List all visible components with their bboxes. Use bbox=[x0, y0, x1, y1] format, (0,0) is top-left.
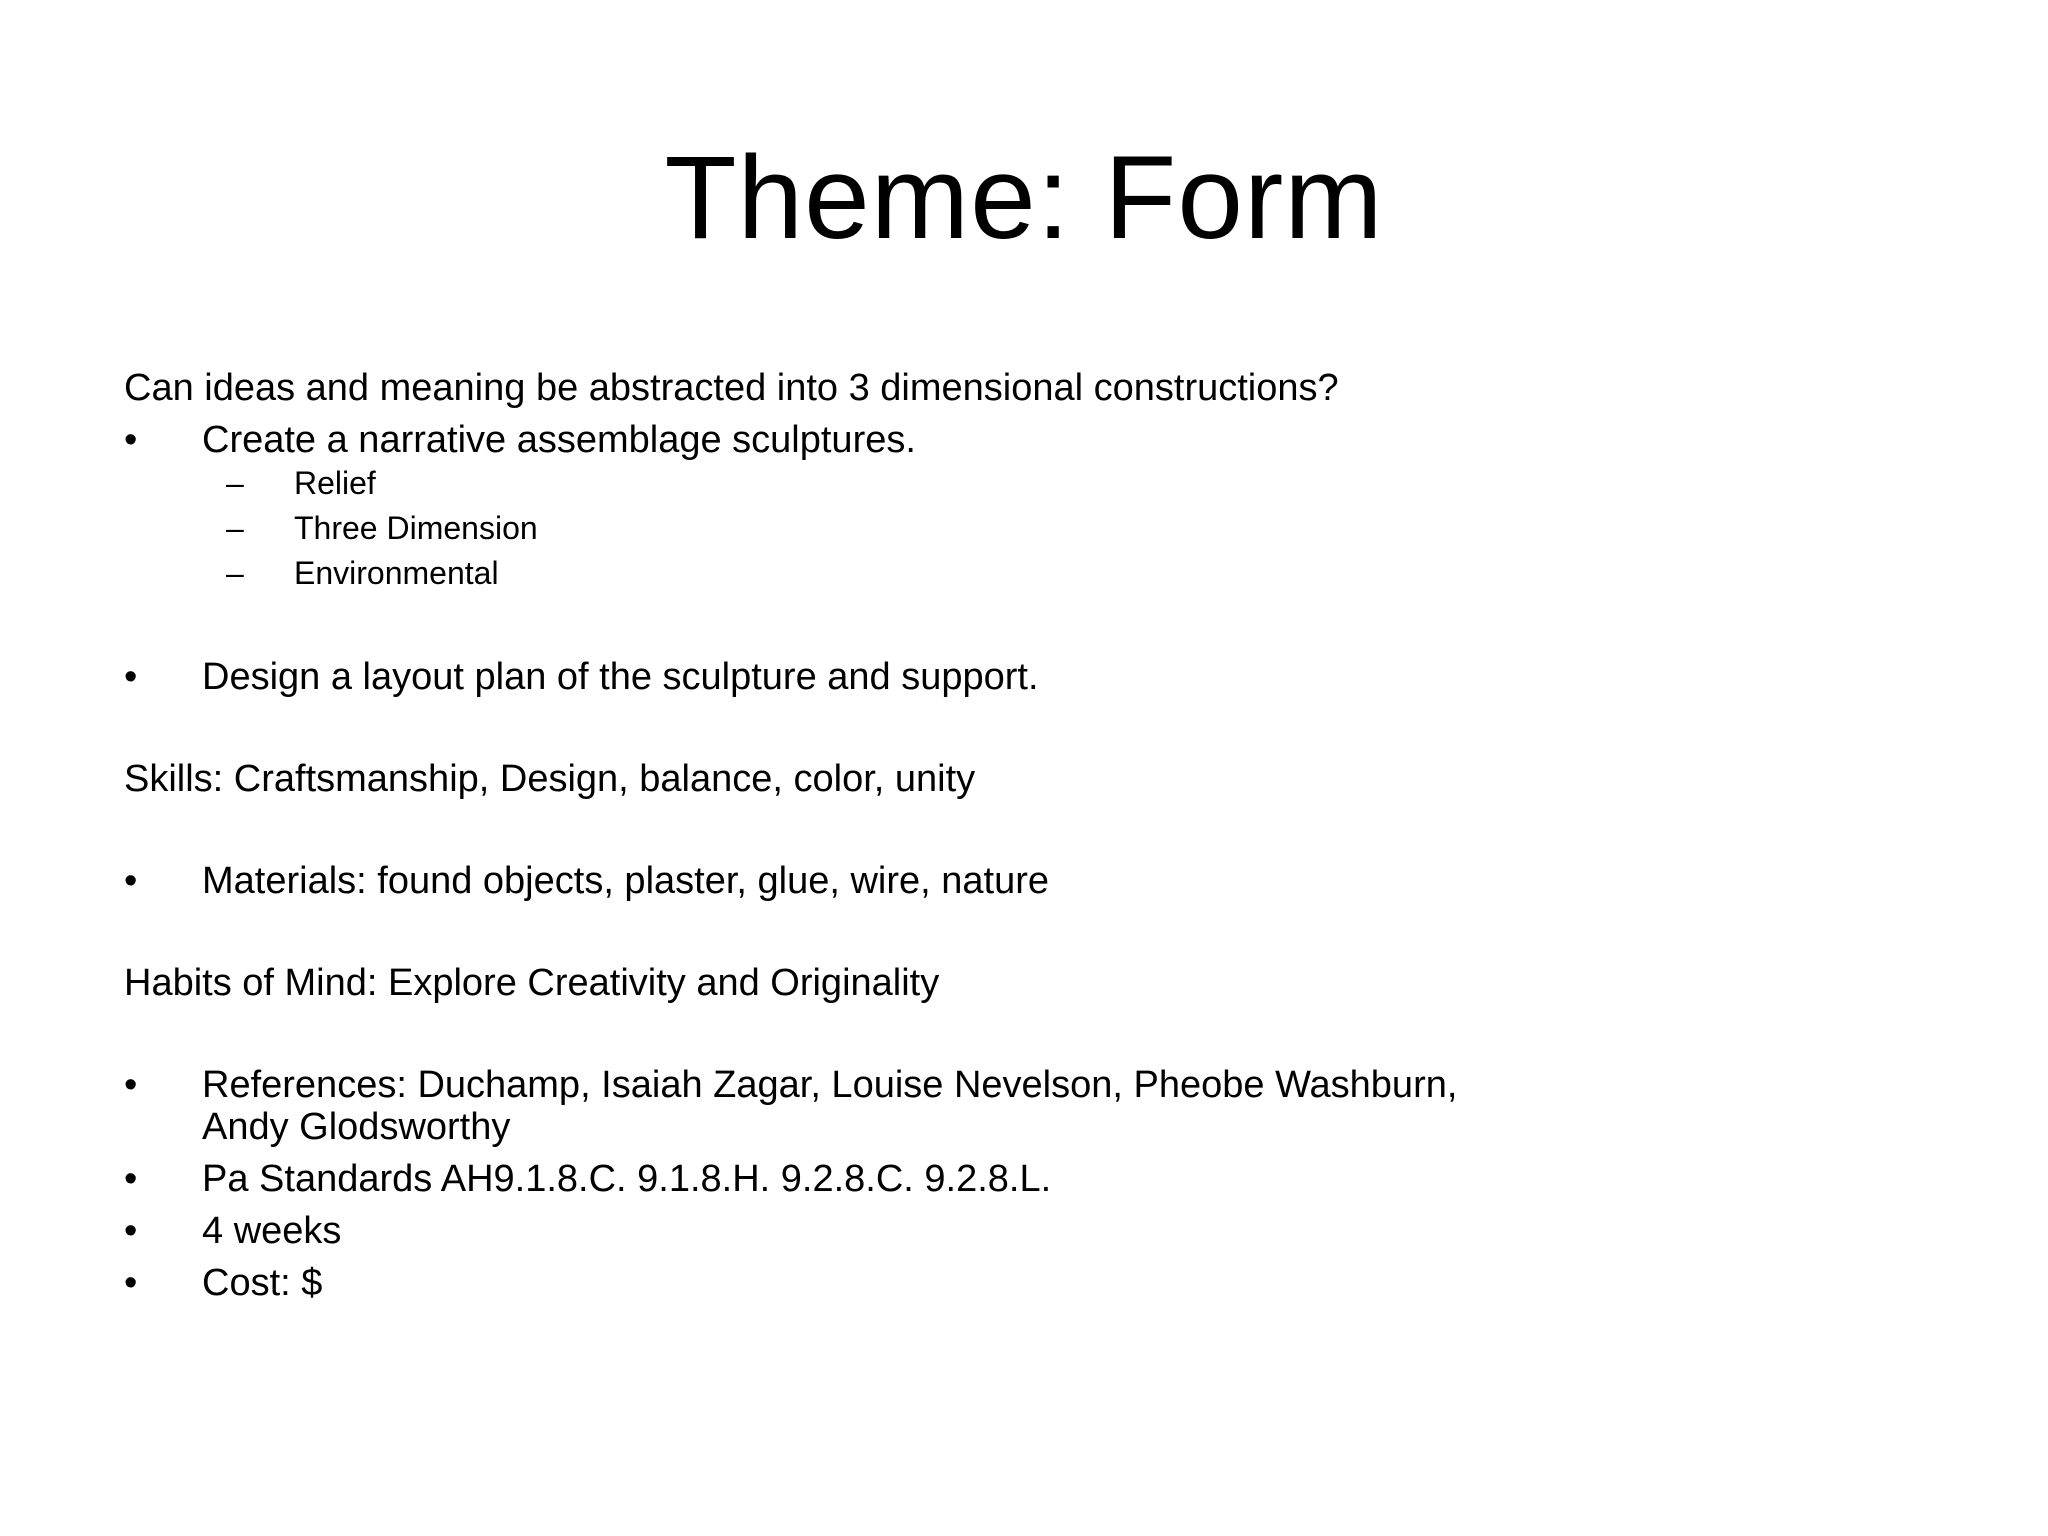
sub-item-three-dimension bbox=[124, 506, 1464, 551]
sub-item-text: Environmental bbox=[294, 555, 499, 591]
bullet-glyph: • bbox=[124, 1158, 138, 1200]
dash-glyph: – bbox=[226, 465, 244, 501]
sub-item-text: Three Dimension bbox=[294, 510, 538, 546]
slide-body bbox=[124, 367, 1464, 1304]
bullet-create bbox=[124, 419, 1464, 461]
bullet-materials-text: Materials: found objects, plaster, glue, wire, nature bbox=[202, 860, 1050, 902]
bullet-glyph: • bbox=[124, 1064, 138, 1106]
sub-item-text: Relief bbox=[294, 465, 376, 501]
bullet-references bbox=[124, 1064, 1464, 1148]
dash-glyph: – bbox=[226, 555, 244, 591]
bullet-cost-text: Cost: $ bbox=[202, 1262, 323, 1304]
bullet-glyph: • bbox=[124, 419, 138, 461]
bullet-design bbox=[124, 656, 1464, 698]
bullet-references-text: References: Duchamp, Isaiah Zagar, Louise Nevelson, Pheobe Washburn, Andy Glodsworthy bbox=[202, 1064, 1458, 1148]
bullet-glyph: • bbox=[124, 1210, 138, 1252]
sub-item-environmental bbox=[124, 551, 1464, 596]
bullet-create-text: Create a narrative assemblage sculptures. bbox=[202, 419, 916, 461]
bullet-duration-text: 4 weeks bbox=[202, 1210, 342, 1252]
bullet-glyph: • bbox=[124, 656, 138, 698]
bullet-materials bbox=[124, 860, 1464, 902]
bullet-standards bbox=[124, 1158, 1464, 1200]
bullet-duration bbox=[124, 1210, 1464, 1252]
bullet-design-text: Design a layout plan of the sculpture and support. bbox=[202, 656, 1039, 698]
dash-glyph: – bbox=[226, 510, 244, 546]
bullet-cost bbox=[124, 1262, 1464, 1304]
sub-item-relief bbox=[124, 461, 1464, 506]
slide-title: Theme: Form bbox=[664, 132, 1384, 264]
bullet-glyph: • bbox=[124, 860, 138, 902]
skills-line: Skills: Craftsmanship, Design, balance, color, unity bbox=[124, 758, 976, 800]
bullet-glyph: • bbox=[124, 1262, 138, 1304]
essential-question: Can ideas and meaning be abstracted into 3 dimensional constructions? bbox=[124, 367, 1339, 409]
bullet-standards-text: Pa Standards AH9.1.8.C. 9.1.8.H. 9.2.8.C. 9.2.8.L. bbox=[202, 1158, 1052, 1200]
habits-line: Habits of Mind: Explore Creativity and Originality bbox=[124, 962, 940, 1004]
